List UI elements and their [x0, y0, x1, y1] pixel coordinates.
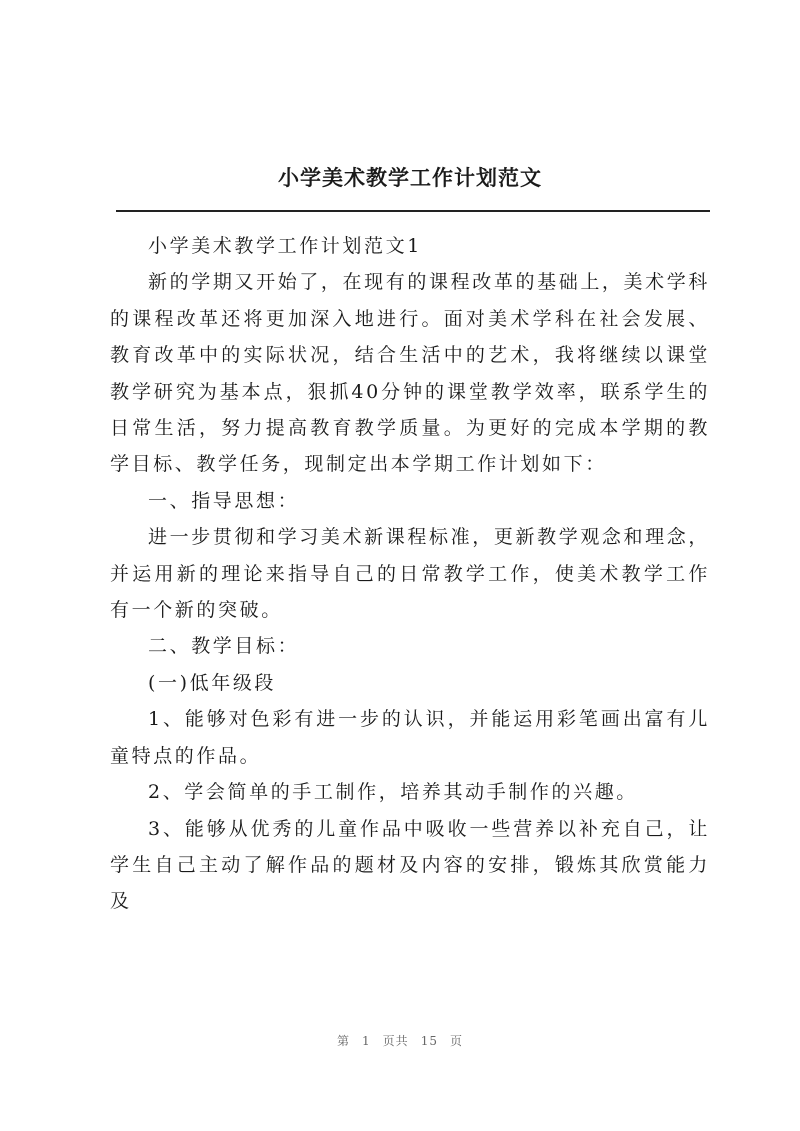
paragraph-heading-1: 小学美术教学工作计划范文1	[148, 235, 422, 257]
section-heading-teaching-goals: 二、教学目标：	[148, 635, 300, 658]
title-divider	[116, 210, 710, 212]
page-label-suffix: 页	[449, 1034, 463, 1048]
paragraph-guiding-thought: 进一步贯彻和学习美术新课程标准，更新教学观念和理念，并运用新的理论来指导自己的日常教学工作，使美术教学工作有一个新的突破。	[110, 526, 710, 622]
page-title: 小学美术教学工作计划范文	[278, 165, 542, 190]
section-heading-guiding-thought: 一、指导思想：	[148, 489, 300, 512]
page-label-middle: 页共	[382, 1034, 409, 1048]
page-footer	[0, 1032, 800, 1049]
list-item-goal-1: 1、能够对色彩有进一步的认识，并能运用彩笔画出富有儿童特点的作品。	[110, 708, 710, 767]
list-item-goal-2: 2、学会简单的手工制作，培养其动手制作的兴趣。	[148, 781, 638, 804]
document-body	[110, 228, 710, 920]
current-page-number: 1	[362, 1034, 371, 1048]
total-pages-number: 15	[420, 1034, 438, 1048]
subsection-heading-lower-grades: (一)低年级段	[148, 671, 277, 694]
list-item-goal-3: 3、能够从优秀的儿童作品中吸收一些营养以补充自己，让学生自己主动了解作品的题材及内容的安排，锻炼其欣赏能力及	[110, 817, 710, 913]
page-label-prefix: 第	[337, 1034, 351, 1048]
paragraph-intro: 新的学期又开始了，在现有的课程改革的基础上，美术学科的课程改革还将更加深入地进行。面对美术学科在社会发展、教育改革中的实际状况，结合生活中的艺术，我将继续以课堂教学研究为基本点，狠抓40分钟的课堂教学效率，联系学生的日常生活，努力提高教育教学质量。为更好的完成本学期的教学目标、教学任务，现制定出本学期工作计划如下：	[110, 271, 710, 476]
